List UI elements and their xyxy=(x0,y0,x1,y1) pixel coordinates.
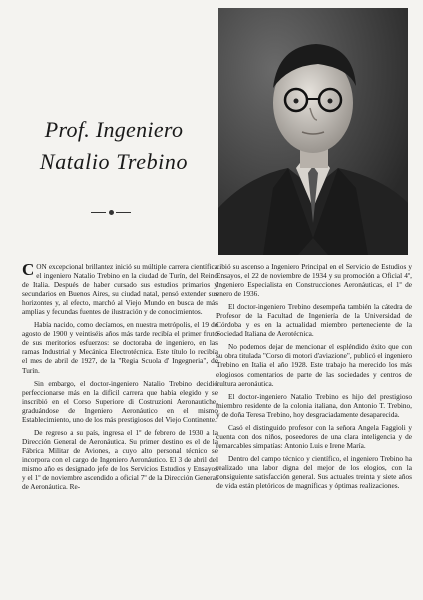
article-title xyxy=(14,116,214,176)
paragraph: CON excepcional brillantez inició su múltiple carrera científica el ingeniero Natalio Trebino en la ciudad de Turín, del Reino de Italia. Después de haber cursado sus estudios primarios y secundarios en Buenos Aires, su ciudad natal, pensó extender sus horizontes y, al efecto, marchó al Viejo Mundo en busca de más amplias y fecundas fuentes de ilustración y de conocimientos. xyxy=(22,260,218,317)
paragraph: cibió su ascenso a Ingeniero Principal en el Servicio de Estudios y Ensayos, el 22 de noviembre de 1934 y su promoción a Oficial 4º, Ingeniero Especialista en Construcciones Aeronáuticas, el 1º de enero de 1936. xyxy=(216,262,412,299)
paragraph: Casó el distinguido profesor con la señora Angela Faggioli y cuenta con dos niños, poseedores de una clara inteligencia y de remarcables simpatías: Antonio Luis e Irene María. xyxy=(216,422,412,450)
paragraph: El doctor-ingeniero Natalio Trebino es hijo del prestigioso miembro residente de la colonia italiana, don Antonio T. Trebino, y de doña Teresa Trebino, hoy desgraciadamente desaparecida. xyxy=(216,391,412,419)
portrait-illustration xyxy=(218,8,408,255)
paragraph: No podemos dejar de mencionar el espléndido éxito que con su obra titulada "Corso di motori d'aviazione", publicó el ingeniero Trebino en Italia el año 1928. Este trabajo ha merecido los más elogiosos comentarios de parte de las sociedades y centros de cultura aeronáutica. xyxy=(216,342,412,388)
ornament-divider xyxy=(91,210,131,216)
title-line-1: Prof. Ingeniero xyxy=(44,117,184,142)
paragraph: Dentro del campo técnico y científico, el ingeniero Trebino ha realizado una labor digna del mejor de los elogios, con la consiguiente satisfacción general. Sus actuales treinta y siete años de vida están pletóricos de magníficas y óptimas realizaciones. xyxy=(216,453,412,491)
paragraph: De regreso a su país, ingresa el 1º de febrero de 1930 a la Dirección General de Aeronáutica. Su primer destino es el de la Fábrica Militar de Aviones, a cuyo alto personal técnico se incorpora con el cargo de Ingeniero Aeronáutico. El 3 de abril del mismo año es designado jefe de los Servicios Estudios y Ensayos y el 1º de noviembre ascendido a oficial 7º de la Dirección General de Aeronáutica. Re- xyxy=(22,427,218,492)
paragraph: El doctor-ingeniero Trebino desempeña también la cátedra de Profesor de la Facultad de Ingeniería de la Universidad de Córdoba y es en la actualidad miembro perteneciente de la Sociedad Italiana de Aerotécnica. xyxy=(216,302,412,339)
paragraph: Había nacido, como decíamos, en nuestra metrópolis, el 19 de agosto de 1900 y veintiséis años más tarde recibía el primer fruto de sus meritorios esfuerzos: se doctoraba de ingeniero, en las ramas Industrial y Mecánica Electrotécnica. Este título lo recibía el mes de abril de 1927, de la "Regia Scuola d' Ingegneria", de Turín. xyxy=(22,320,218,375)
title-line-2: Natalio Trebino xyxy=(39,149,189,174)
right-text-column xyxy=(216,262,412,494)
drop-cap: C xyxy=(22,260,35,279)
left-text-column xyxy=(22,262,218,495)
portrait-photo xyxy=(218,8,408,255)
paragraph: Sin embargo, el doctor-ingeniero Natalio Trebino decidió perfeccionarse más en la difícil carrera que había elegido y se inscribió en el Corso Superiore di Costruzioni Aeronautiche, graduándose de Ingeniero Aeronáutico en el mismo Establecimiento, uno de los más prestigiosos del Viejo Continente. xyxy=(22,378,218,424)
